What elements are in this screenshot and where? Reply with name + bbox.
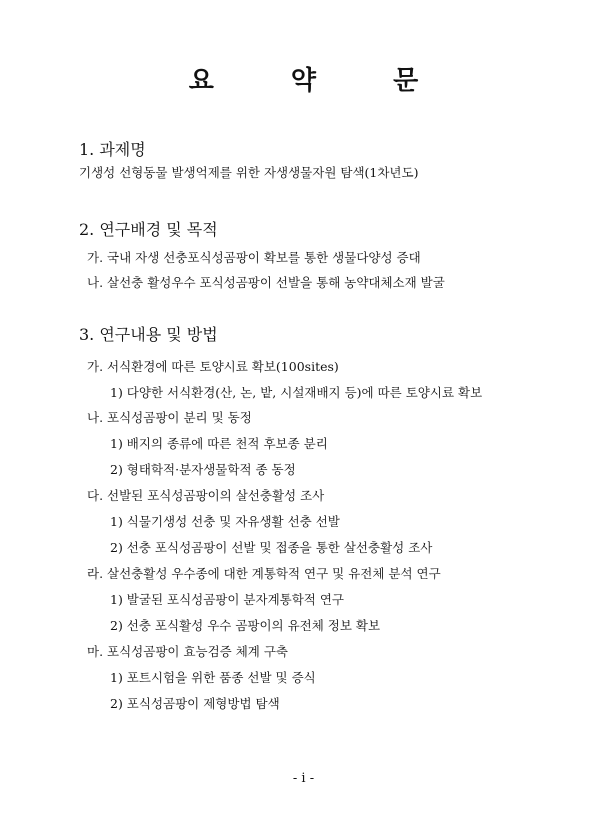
list-item: 라. 살선충활성 우수종에 대한 계통학적 연구 및 유전체 분석 연구 <box>87 566 441 581</box>
sub-list-item: 2) 형태학적·분자생물학적 종 동정 <box>110 462 296 477</box>
sub-list-item: 1) 다양한 서식환경(산, 논, 밭, 시설재배지 등)에 따른 토양시료 확보 <box>110 385 483 400</box>
body-line: 기생성 선형동물 발생억제를 위한 자생생물자원 탐색(1차년도) <box>79 165 419 180</box>
sub-list-item: 2) 포식성곰팡이 제형방법 탐색 <box>110 696 280 711</box>
sub-list-item: 2) 선충 포식성곰팡이 선발 및 접종을 통한 살선충활성 조사 <box>110 540 433 555</box>
document-title: 요 약 문 <box>188 66 453 96</box>
list-item: 나. 포식성곰팡이 분리 및 동정 <box>87 410 252 425</box>
list-item: 마. 포식성곰팡이 효능검증 체계 구축 <box>87 644 288 659</box>
list-item: 가. 국내 자생 선충포식성곰팡이 확보를 통한 생물다양성 증대 <box>87 250 421 265</box>
sub-list-item: 1) 식물기생성 선충 및 자유생활 선충 선발 <box>110 514 340 529</box>
list-item: 가. 서식환경에 따른 토양시료 확보(100sites) <box>87 359 339 374</box>
sub-list-item: 1) 포트시험을 위한 품종 선발 및 증식 <box>110 670 316 685</box>
list-item: 다. 선발된 포식성곰팡이의 살선충활성 조사 <box>87 488 325 503</box>
section-project-name <box>79 140 579 160</box>
list-item: 나. 살선충 활성우수 포식성곰팡이 선발을 통해 농약대체소재 발굴 <box>87 275 445 290</box>
sub-list-item: 2) 선충 포식활성 우수 곰팡이의 유전체 정보 확보 <box>110 618 381 633</box>
section-methods <box>79 325 579 345</box>
section-heading: 2. 연구배경 및 목적 <box>79 220 218 239</box>
sub-list-item: 1) 배지의 종류에 따른 천적 후보종 분리 <box>110 436 328 451</box>
section-heading: 1. 과제명 <box>79 140 146 159</box>
page-number: - i - <box>292 771 315 786</box>
section-heading: 3. 연구내용 및 방법 <box>79 325 218 344</box>
sub-list-item: 1) 발굴된 포식성곰팡이 분자계통학적 연구 <box>110 592 344 607</box>
section-background <box>79 220 579 240</box>
